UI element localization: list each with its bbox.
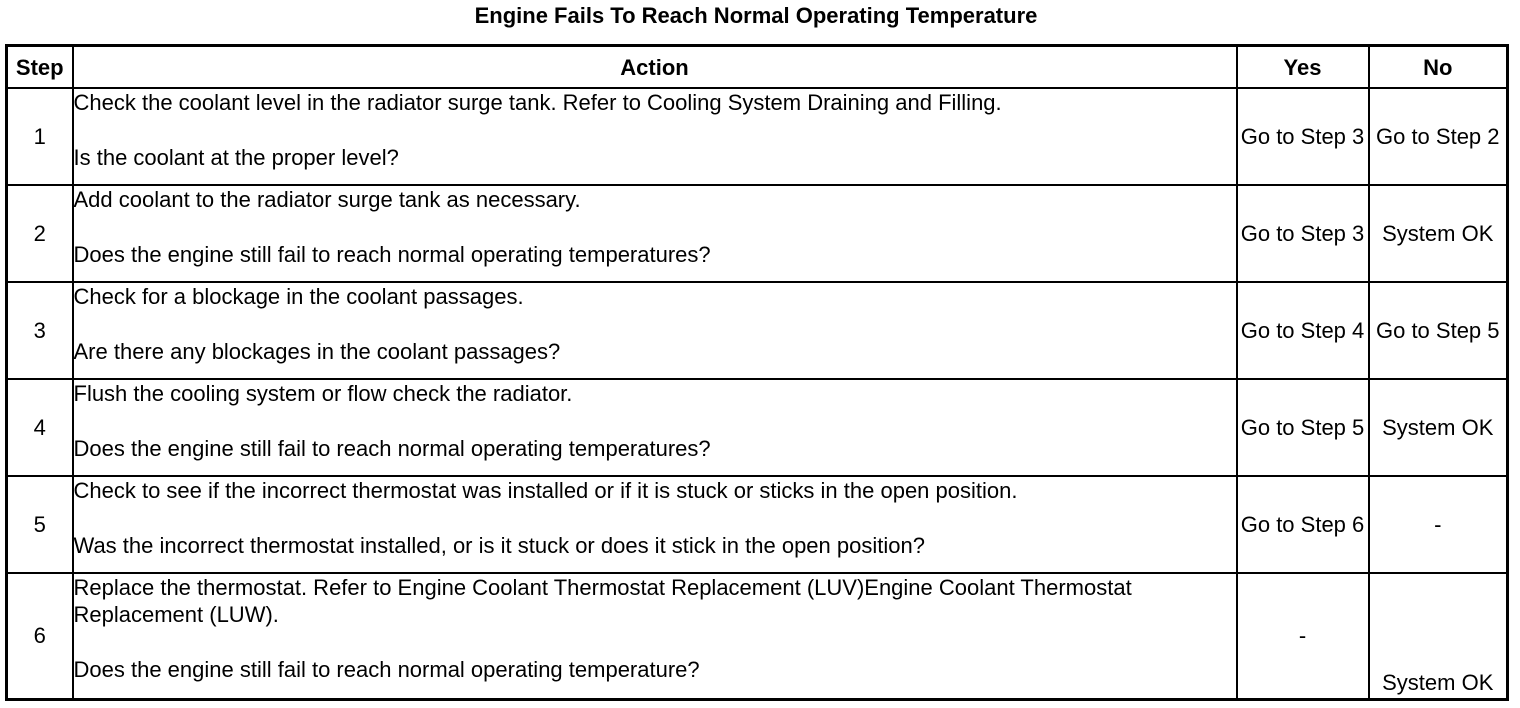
yes-result: Go to Step 4 [1237,282,1369,379]
step-number: 2 [7,185,73,282]
column-header-step: Step [7,46,73,89]
yes-result: - [1237,573,1369,699]
yes-result: Go to Step 3 [1237,185,1369,282]
action-text: Replace the thermostat. Refer to Engine Coolant Thermostat Replacement (LUV)Engine Coolant Thermostat Replacement (LUW). [73,575,1132,627]
no-result: System OK [1369,379,1508,476]
action-cell [73,88,1237,185]
diagnostic-table [5,44,1509,701]
page-title: Engine Fails To Reach Normal Operating Temperature [474,3,1038,28]
table-row [7,282,1508,379]
header-row [7,46,1508,89]
column-header-yes: Yes [1237,46,1369,89]
step-number: 5 [7,476,73,573]
step-number: 4 [7,379,73,476]
action-cell [73,185,1237,282]
no-result: Go to Step 5 [1369,282,1508,379]
action-question: Is the coolant at the proper level? [73,145,399,170]
yes-result: Go to Step 6 [1237,476,1369,573]
column-header-no: No [1369,46,1508,89]
table-row [7,88,1508,185]
action-cell [73,573,1237,699]
column-header-action: Action [73,46,1237,89]
action-text: Flush the cooling system or flow check the radiator. [73,381,573,406]
action-cell [73,476,1237,573]
action-question: Was the incorrect thermostat installed, or is it stuck or does it stick in the open position? [73,533,925,558]
action-question: Does the engine still fail to reach normal operating temperatures? [73,436,711,461]
yes-result: Go to Step 3 [1237,88,1369,185]
no-result: - [1369,476,1508,573]
action-text: Add coolant to the radiator surge tank as necessary. [73,187,581,212]
action-cell [73,379,1237,476]
action-text: Check the coolant level in the radiator surge tank. Refer to Cooling System Draining and Filling. [73,90,1002,115]
action-cell [73,282,1237,379]
step-number: 6 [7,573,73,699]
step-number: 1 [7,88,73,185]
table-row [7,476,1508,573]
action-text: Check for a blockage in the coolant passages. [73,284,524,309]
action-question: Are there any blockages in the coolant passages? [73,339,561,364]
yes-result: Go to Step 5 [1237,379,1369,476]
action-question: Does the engine still fail to reach normal operating temperature? [73,657,700,682]
no-result: System OK [1369,573,1508,699]
action-text: Check to see if the incorrect thermostat was installed or if it is stuck or sticks in the open position. [73,478,1018,503]
no-result: Go to Step 2 [1369,88,1508,185]
step-number: 3 [7,282,73,379]
action-question: Does the engine still fail to reach normal operating temperatures? [73,242,711,267]
no-result: System OK [1369,185,1508,282]
table-row [7,573,1508,699]
table-row [7,185,1508,282]
table-row [7,379,1508,476]
